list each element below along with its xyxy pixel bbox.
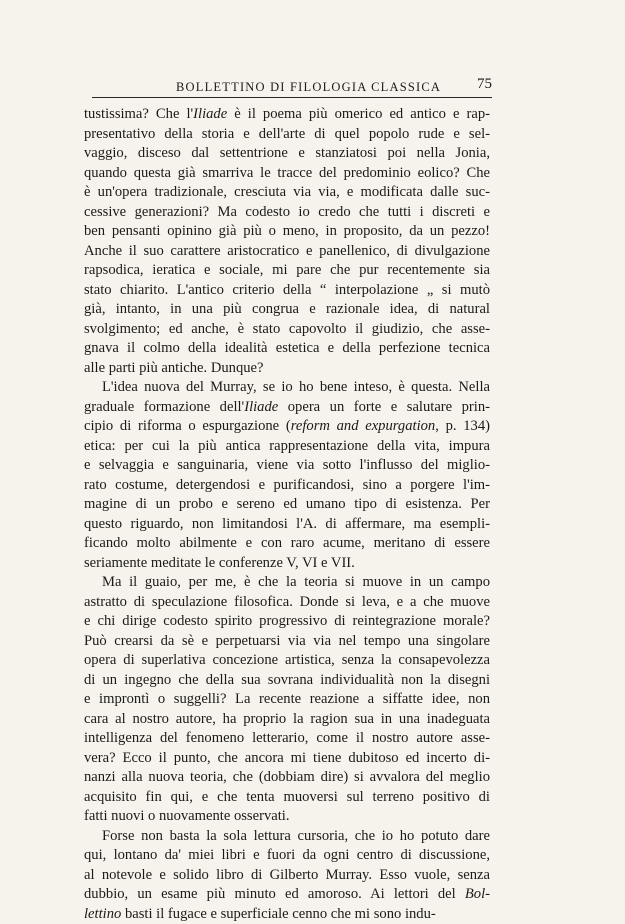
text-line — [84, 417, 490, 437]
text-line — [84, 593, 490, 613]
text-line — [84, 183, 490, 203]
text-segment: Anche il suo carattere aristocratico e panellenico, di divulgazione — [84, 243, 490, 259]
text-line — [84, 905, 490, 924]
text-line — [84, 281, 490, 301]
text-line — [84, 203, 490, 223]
text-segment: quando questa già smarriva le tracce del predominio eolico? Che — [84, 165, 490, 181]
text-segment: ficando molto abilmente e con raro acume, meritano di essere — [84, 535, 490, 551]
text-line — [84, 261, 490, 281]
text-segment: opera un forte e salutare prin- — [278, 399, 490, 415]
text-line — [84, 827, 490, 847]
text-segment: astratto di speculazione filosofica. Donde si leva, e a che muove — [84, 594, 490, 610]
text-line — [84, 398, 490, 418]
text-segment: già, intanto, in una più congrua e razionale idea, di natural — [84, 301, 490, 317]
paragraph — [84, 378, 490, 573]
text-segment: e selvaggia e sanguinaria, viene via sotto l'influsso del miglio- — [84, 457, 490, 473]
text-line — [84, 768, 490, 788]
text-segment: L'idea nuova del Murray, se io ho bene inteso, è questa. Nella — [102, 379, 490, 395]
text-line — [84, 437, 490, 457]
text-line — [84, 729, 490, 749]
text-segment: cara al nostro autore, ha proprio la ragion sua in una inadeguata — [84, 711, 490, 727]
page-header — [92, 74, 492, 98]
header-rule — [92, 97, 492, 98]
text-segment: alle parti più antiche. Dunque? — [84, 360, 264, 376]
text-line — [84, 885, 490, 905]
text-segment: cipio di riforma o espurgazione ( — [84, 418, 291, 434]
italic-text: lettino — [84, 906, 121, 922]
italic-text: Bol- — [465, 886, 490, 902]
text-segment: dubbio, un esame più minuto ed amoroso. Ai lettori del — [84, 886, 465, 902]
text-line — [84, 456, 490, 476]
text-line — [84, 339, 490, 359]
text-line — [84, 671, 490, 691]
body-text — [84, 105, 490, 924]
text-line — [84, 164, 490, 184]
text-segment: graduale formazione dell' — [84, 399, 244, 415]
text-line — [84, 359, 490, 379]
text-segment: è un'opera tradizionale, cresciuta via via, e modificata dalle suc- — [84, 184, 490, 200]
text-segment: Può crearsi da sè e perpetuarsi via via nel tempo una singolare — [84, 633, 490, 649]
text-line — [84, 125, 490, 145]
text-segment: , p. 134) — [435, 418, 490, 434]
text-line — [84, 515, 490, 535]
text-segment: svolgimento; ed anche, è stato capovolto il giudizio, che asse- — [84, 321, 490, 337]
paragraph — [84, 105, 490, 378]
text-line — [84, 222, 490, 242]
text-line — [84, 242, 490, 262]
text-segment: è il poema più omerico ed antico e rap- — [227, 106, 490, 122]
text-segment: ben pensanti opinino già più o meno, in proposito, da un pezzo! — [84, 223, 490, 239]
text-line — [84, 807, 490, 827]
text-line — [84, 320, 490, 340]
text-segment: seriamente meditate le conferenze V, VI e VII. — [84, 555, 355, 571]
text-segment: opera di superlativa concezione artistica, senza la consapevolezza — [84, 652, 490, 668]
text-line — [84, 476, 490, 496]
text-line — [84, 632, 490, 652]
text-segment: nanzi alla nuova teoria, che (dobbiam dire) si avvalora del meglio — [84, 769, 490, 785]
text-segment: questo riguardo, non limitandosi l'A. di affermare, ma esempli- — [84, 516, 490, 532]
text-line — [84, 651, 490, 671]
text-segment: e improntì o suggelli? La recente reazione a siffatte idee, non — [84, 691, 490, 707]
text-segment: presentativo della storia e dell'arte di quel popolo rude e sel- — [84, 126, 490, 142]
italic-text: Iliade — [193, 106, 227, 122]
running-title: BOLLETTINO DI FILOLOGIA CLASSICA — [176, 80, 441, 95]
text-line — [84, 554, 490, 574]
text-segment: di un ingegno che della sua sovrana individualità non la disegni — [84, 672, 490, 688]
text-line — [84, 534, 490, 554]
text-line — [84, 378, 490, 398]
text-line — [84, 495, 490, 515]
paragraph — [84, 573, 490, 827]
text-segment: stato chiarito. L'antico criterio della “ interpolazione „ si mutò — [84, 282, 490, 298]
text-line — [84, 866, 490, 886]
text-line — [84, 144, 490, 164]
italic-text: Iliade — [244, 399, 278, 415]
text-segment: gnava il colmo della idealità estetica e della perfezione tecnica — [84, 340, 490, 356]
text-segment: fatti nuovi o nuovamente osservati. — [84, 808, 289, 824]
text-segment: qui, lontano da' miei libri e fuori da ogni centro di discussione, — [84, 847, 490, 863]
text-line — [84, 749, 490, 769]
text-line — [84, 690, 490, 710]
italic-text: reform and expurgation — [291, 418, 435, 434]
text-segment: etica: per cui la più antica rappresentazione della vita, impura — [84, 438, 490, 454]
text-line — [84, 788, 490, 808]
text-segment: intelligenza del fenomeno letterario, come il nostro autore asse- — [84, 730, 490, 746]
paragraph — [84, 827, 490, 924]
text-line — [84, 612, 490, 632]
text-segment: basti il fugace e superficiale cenno che mi sono indu- — [121, 906, 435, 922]
text-line — [84, 846, 490, 866]
text-segment: cessive generazioni? Ma codesto io credo che tutti i discreti e — [84, 204, 490, 220]
text-segment: vaggio, disceso dal settentrione e stanziatosi poi nella Jonia, — [84, 145, 490, 161]
text-segment: magine di un probo e sereno ed umano tipo di esistenza. Per — [84, 496, 490, 512]
text-line — [84, 573, 490, 593]
text-line — [84, 105, 490, 125]
text-segment: rato costume, detergendosi e purificandosi, sino a porgere l'im- — [84, 477, 490, 493]
text-segment: Ma il guaio, per me, è che la teoria si muove in un campo — [102, 574, 490, 590]
text-segment: acquisito fin qui, e che tenta muoversi sul terreno positivo di — [84, 789, 490, 805]
text-segment: al notevole e solido libro di Gilberto Murray. Esso vuole, senza — [84, 867, 490, 883]
page-number: 75 — [477, 76, 492, 93]
text-line — [84, 710, 490, 730]
text-segment: Forse non basta la sola lettura cursoria, che io ho potuto dare — [102, 828, 490, 844]
text-segment: vera? Ecco il punto, che ancora mi tiene dubitoso ed incerto di- — [84, 750, 490, 766]
text-line — [84, 300, 490, 320]
text-segment: tustissima? Che l' — [84, 106, 193, 122]
text-segment: e chi dirige codesto spirito progressivo di reintegrazione morale? — [84, 613, 490, 629]
text-segment: rapsodica, ieratica e sociale, mi pare che pur recentemente sia — [84, 262, 490, 278]
